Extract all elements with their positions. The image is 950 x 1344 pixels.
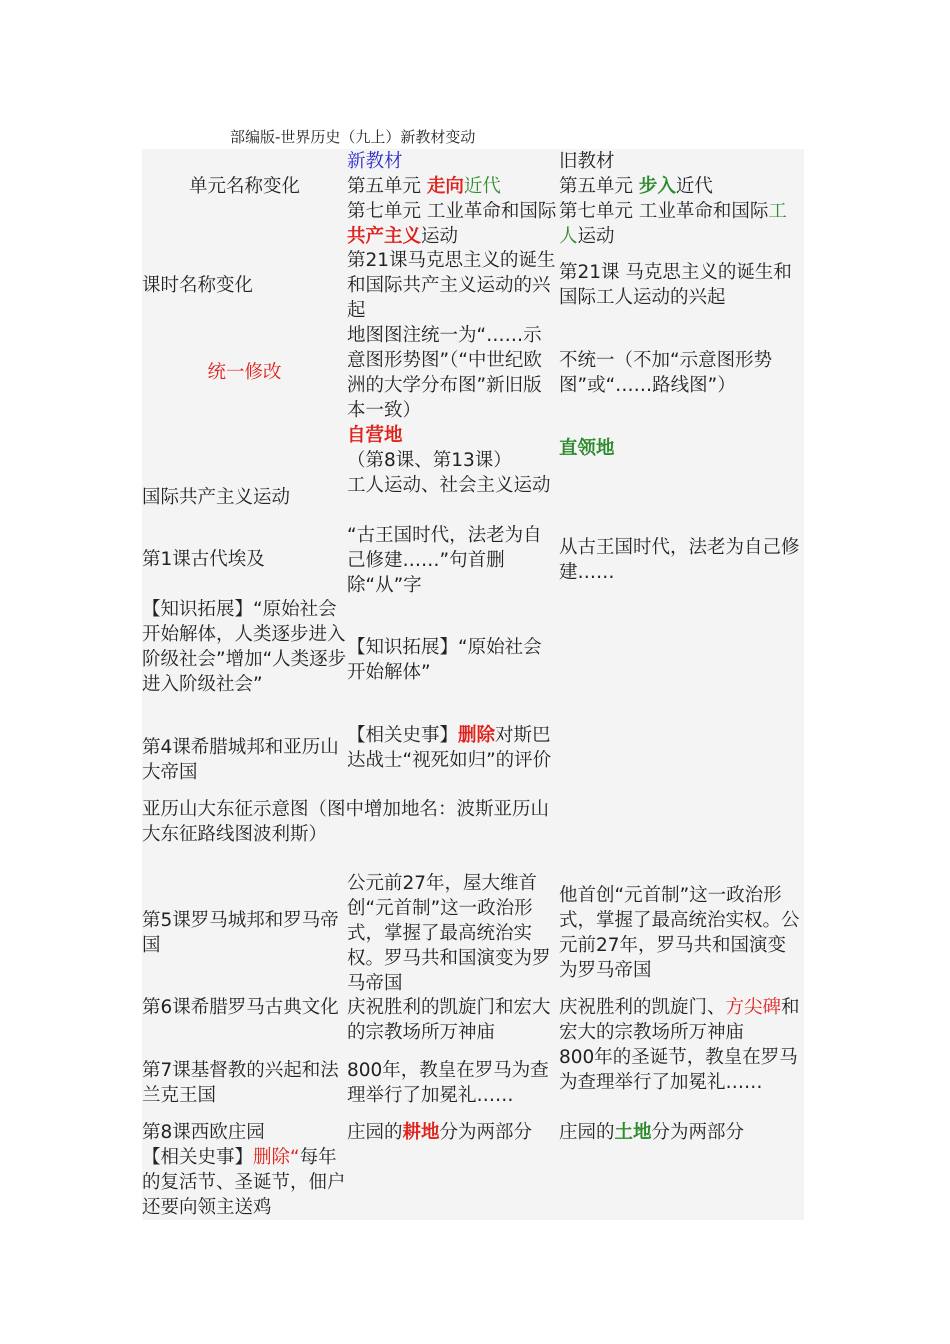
document-title: 部编版-世界历史（九上）新教材变动 [230, 128, 476, 146]
row-communism-new: 工人运动、社会主义运动 [347, 475, 551, 496]
row-lesson5-new: 公元前27年，屋大维首创“元首制”这一政治形式，掌握了最高统治实权。罗马共和国演变为罗马帝国 [347, 873, 551, 994]
comparison-table [142, 149, 804, 1220]
row-unit-name-label: 单元名称变化 [188, 176, 300, 197]
row-unified-change-old-1: 不统一（不加“示意图形势图”或“……路线图”） [559, 350, 773, 396]
row-unit-name-old: 第五单元 步入近代 第七单元 工业革命和国际工人运动 [559, 176, 787, 247]
row-unified-change-new: 地图图注统一为“……示意图形势图”（“中世纪欧洲的大学分布图”新旧版本一致） 自营地（第8课、第13课） [347, 325, 542, 471]
row-lesson8-new: 庄园的耕地分为两部分 [347, 1122, 533, 1143]
row-lesson1-old: 从古王国时代，法老为自己修建…… [559, 537, 800, 583]
row-lesson8-old: 庄园的土地分为两部分 [559, 1122, 745, 1143]
row-alexander-map-label: 亚历山大东征示意图（图中增加地名：波斯亚历山大东征路线图波利斯） [142, 799, 550, 845]
row-knowledge-extension-new: 【知识拓展】“原始社会开始解体” [347, 637, 542, 683]
row-lesson6-label: 第6课希腊罗马古典文化 [142, 997, 339, 1018]
row-lesson6-new: 庆祝胜利的凯旋门和宏大的宗教场所万神庙 [347, 997, 551, 1043]
row-lesson5-label: 第5课罗马城邦和罗马帝国 [142, 910, 339, 956]
row-lesson-name-new: 第21课马克思主义的诞生和国际共产主义运动的兴起 [347, 250, 556, 321]
row-communism-label: 国际共产主义运动 [142, 487, 291, 508]
row-unified-change-old-2: 直领地 [559, 438, 615, 459]
row-lesson1-label: 第1课古代埃及 [142, 549, 265, 570]
row-lesson-name-old: 第21课 马克思主义的诞生和国际工人运动的兴起 [559, 262, 792, 308]
row-unified-change-label: 统一修改 [207, 362, 282, 383]
row-lesson7-new: 800年，教皇在罗马为查理举行了加冕礼…… [347, 1060, 549, 1106]
row-lesson5-old: 他首创“元首制”这一政治形式，掌握了最高统治实权。公元前27年，罗马共和国演变为罗马帝国 [559, 885, 800, 981]
row-knowledge-extension-label: 【知识拓展】“原始社会开始解体，人类逐步进入阶级社会”增加“人类逐步进入阶级社会” [142, 599, 347, 695]
row-lesson4-label: 第4课希腊城邦和亚历山大帝国 [142, 737, 339, 783]
row-lesson8-label: 第8课西欧庄园 【相关史事】删除“每年的复活节、圣诞节，佃户还要向领主送鸡 [142, 1122, 346, 1218]
row-lesson-name-label: 课时名称变化 [142, 275, 254, 296]
header-new-textbook: 新教材 [347, 151, 403, 172]
row-lesson7-old: 800年的圣诞节，教皇在罗马为查理举行了加冕礼…… [559, 1047, 798, 1093]
row-lesson7-label: 第7课基督教的兴起和法兰克王国 [142, 1060, 339, 1106]
header-old-textbook: 旧教材 [559, 151, 615, 172]
row-lesson4-new: 【相关史事】删除对斯巴达战士“视死如归”的评价 [347, 725, 552, 771]
row-lesson1-new: “古王国时代，法老为自己修建……”句首删除“从”字 [347, 525, 542, 596]
row-unit-name-new: 第五单元 走向近代 第七单元 工业革命和国际共产主义运动 [347, 176, 557, 247]
row-lesson6-old: 庆祝胜利的凯旋门、方尖碑和宏大的宗教场所万神庙 [559, 997, 800, 1043]
